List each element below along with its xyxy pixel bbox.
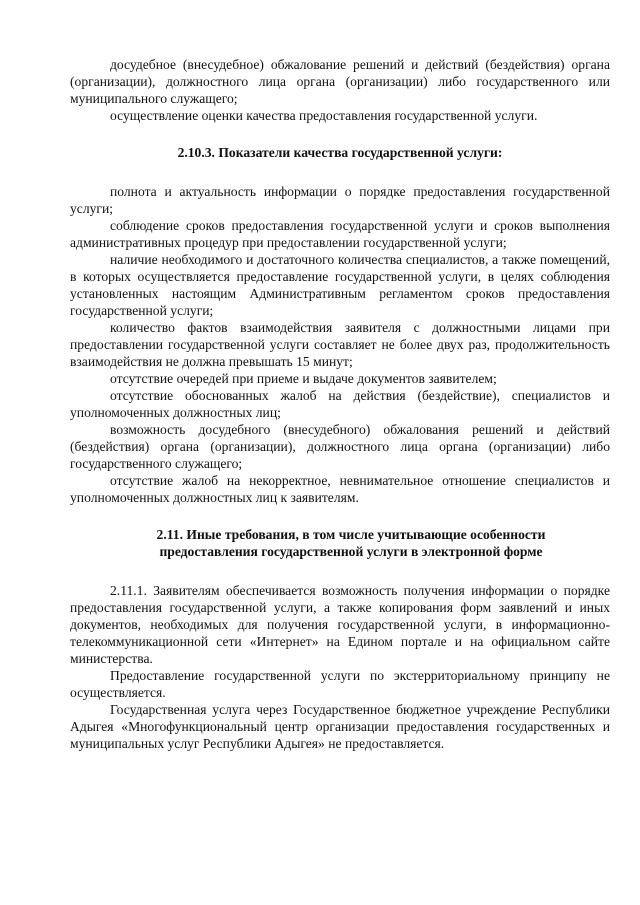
paragraph-top-2: осуществление оценки качества предоставления государственной услуги. — [110, 108, 538, 123]
quality-item-6: отсутствие обоснованных жалоб на действия (бездействие), специалистов и уполномоченных должностных лиц; — [70, 388, 610, 420]
quality-item-4: количество фактов взаимодействия заявителя с должностными лицами при предоставлении государственной услуги составляет не более двух раз, продолжительность взаимодействия не должна превышать 15 минут; — [70, 320, 610, 369]
paragraph-top-1: досудебное (внесудебное) обжалование решений и действий (бездействия) органа (организации), должностного лица органа (организации) либо государственного или муниципального служащего; — [70, 57, 610, 106]
quality-item-3: наличие необходимого и достаточного количества специалистов, а также помещений, в которых осуществляется предоставление государственной услуги, в целях соблюдения установленных настоящим Административным регламентом сроков предоставления государственной услуги; — [70, 252, 610, 318]
section-heading-2-11-line1: 2.11. Иные требования, в том числе учитывающие особенности — [156, 527, 546, 542]
quality-item-1: полнота и актуальность информации о порядке предоставления государственной услуги; — [70, 184, 610, 216]
quality-item-5: отсутствие очередей при приеме и выдаче документов заявителем; — [110, 371, 497, 386]
section-heading-2-11-line2: предоставления государственной услуги в электронной форме — [159, 544, 543, 559]
paragraph-2-11-1: 2.11.1. Заявителям обеспечивается возможность получения информации о порядке предоставления государственной услуги, а также копирования форм заявлений и иных документов, необходимых для получения государственной услуги, в информационно-телекоммуникационной сети «Интернет» на Едином портале и на официальном сайте министерства. — [70, 583, 610, 666]
quality-item-2: соблюдение сроков предоставления государственной услуги и сроков выполнения административных процедур при предоставлении государственной услуги; — [70, 218, 610, 250]
document-page — [70, 56, 610, 752]
section-heading-2-10-3: 2.10.3. Показатели качества государственной услуги: — [177, 145, 503, 160]
section-heading-2-11 — [70, 526, 610, 560]
paragraph-2-11-2: Предоставление государственной услуги по экстерриториальному принципу не осуществляется. — [70, 668, 610, 700]
quality-item-8: отсутствие жалоб на некорректное, невнимательное отношение специалистов и уполномоченных должностных лиц к заявителям. — [70, 473, 610, 505]
quality-item-7: возможность досудебного (внесудебного) обжалования решений и действий (бездействия) органа (организации), должностного лица органа (организации) либо государственного служащего; — [70, 422, 610, 471]
paragraph-2-11-3: Государственная услуга через Государственное бюджетное учреждение Республики Адыгея «Многофункциональный центр организации предоставления государственных и муниципальных услуг Республики Адыгея» не предоставляется. — [70, 702, 610, 751]
